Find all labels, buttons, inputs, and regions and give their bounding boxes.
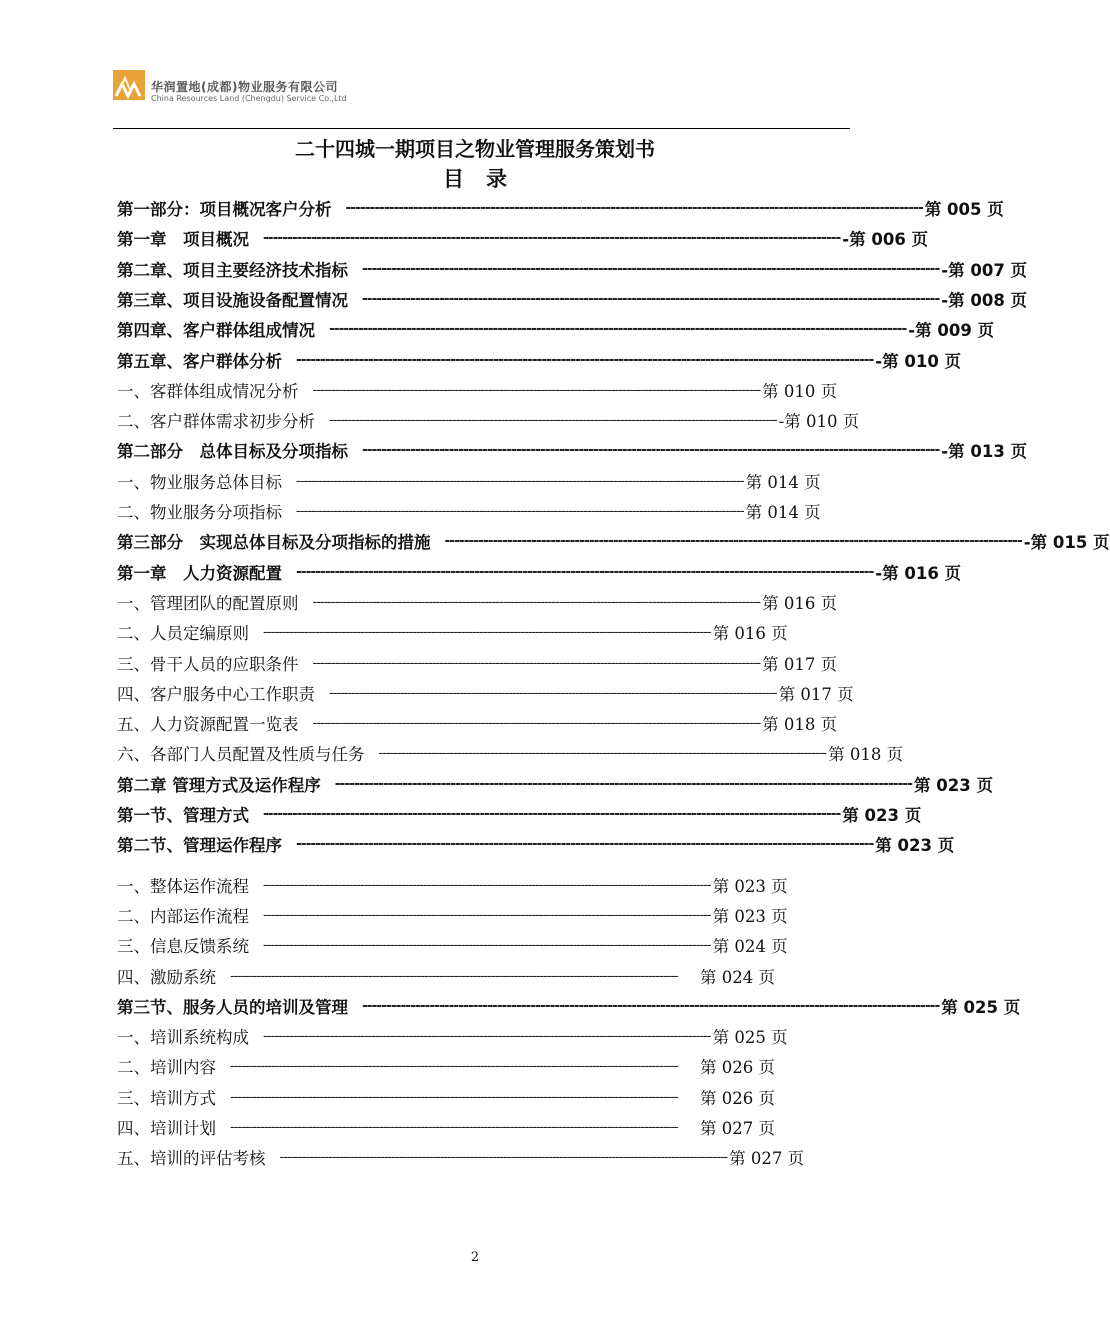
toc-entry-page: 第 016 页	[712, 624, 788, 644]
toc-dot-leader: ------------------------------------------------------------------------------------------------------------------------	[263, 876, 711, 893]
toc-dot-leader: ------------------------------------------------------------------------------------------------------------------------	[263, 230, 841, 247]
toc-entry[interactable]	[117, 314, 995, 344]
toc-entry[interactable]	[117, 829, 955, 859]
toc-entry-page: 第 023 页	[712, 906, 788, 926]
toc-entry-label: 一、客群体组成情况分析	[117, 381, 299, 401]
toc-entry-label: 三、信息反馈系统	[117, 937, 249, 957]
toc-entry-page: -第 013 页	[941, 442, 1028, 462]
toc-entry-page: 第 023 页	[712, 876, 788, 896]
toc-entry[interactable]	[117, 345, 962, 375]
toc-entry[interactable]	[117, 496, 821, 526]
header-divider	[113, 128, 850, 129]
toc-entry-page: 第 014 页	[745, 472, 821, 492]
toc-entry-page: -第 008 页	[941, 290, 1028, 310]
toc-entry-label: 第二节、管理运作程序	[117, 836, 282, 856]
toc-entry-label: 五、培训的评估考核	[117, 1149, 266, 1169]
page-header	[113, 66, 853, 128]
toc-entry[interactable]	[117, 405, 860, 435]
toc-entry-label: 三、培训方式	[117, 1088, 216, 1108]
toc-entry[interactable]	[117, 648, 838, 678]
toc-entry[interactable]	[117, 1021, 788, 1051]
toc-entry[interactable]	[117, 617, 788, 647]
toc-entry[interactable]	[117, 991, 1021, 1021]
toc-entry-label: 第二章、项目主要经济技术指标	[117, 260, 348, 280]
toc-dot-leader: ------------------------------------------------------------------------------------------------------------------------	[312, 381, 761, 398]
toc-entry-page: 第 017 页	[762, 654, 838, 674]
toc-entry-label: 一、物业服务总体目标	[117, 472, 282, 492]
toc-entry-label: 第一章 人力资源配置	[117, 563, 282, 583]
toc-entry-page: 第 024 页	[712, 937, 788, 957]
toc-entry-page: 第 023 页	[875, 836, 955, 856]
toc-entry-label: 第一章 项目概况	[117, 230, 249, 250]
company-name-cn: 华润置地(成都)物业服务有限公司	[151, 80, 338, 94]
toc-entry-label: 第三部分 实现总体目标及分项指标的措施	[117, 533, 431, 553]
toc-entry-label: 第三节、服务人员的培训及管理	[117, 997, 348, 1017]
toc-dot-leader: ------------------------------------------------------------------------------------------------------------------------	[230, 1058, 678, 1075]
toc-entry[interactable]	[117, 193, 1004, 223]
toc-dot-leader: ------------------------------------------------------------------------------------------------------------------------	[296, 472, 744, 489]
toc-entry-page: -第 010 页	[875, 351, 962, 371]
toc-entry[interactable]	[117, 466, 821, 496]
toc-entry[interactable]	[117, 1051, 775, 1081]
toc-entry-page: -第 007 页	[941, 260, 1028, 280]
toc-entry-page: 第 026 页	[700, 1058, 775, 1078]
toc-entry[interactable]	[117, 375, 838, 405]
toc-entry-label: 第二部分 总体目标及分项指标	[117, 442, 348, 462]
toc-entry-page: 第 017 页	[778, 684, 854, 704]
toc-entry-label: 二、客户群体需求初步分析	[117, 412, 315, 432]
toc-dot-leader: ------------------------------------------------------------------------------------------------------------------------	[230, 1088, 678, 1105]
toc-dot-leader: ------------------------------------------------------------------------------------------------------------------------	[230, 1119, 678, 1135]
toc-dot-leader: ------------------------------------------------------------------------------------------------------------------------	[296, 351, 874, 368]
toc-dot-leader: ------------------------------------------------------------------------------------------------------------------------	[312, 654, 761, 671]
toc-entry-label: 第一节、管理方式	[117, 806, 249, 825]
toc-entry[interactable]	[117, 769, 993, 799]
toc-entry-page: 第 027 页	[700, 1119, 775, 1138]
toc-dot-leader: ------------------------------------------------------------------------------------------------------------------------	[329, 412, 777, 429]
toc-dot-leader: ------------------------------------------------------------------------------------------------------------------------	[362, 997, 940, 1014]
toc-dot-leader: ------------------------------------------------------------------------------------------------------------------------	[263, 906, 711, 923]
toc-entry-label: 三、骨干人员的应职条件	[117, 654, 299, 674]
toc-entry-page: 第 023 页	[842, 806, 922, 825]
toc-entry-label: 四、激励系统	[117, 967, 216, 987]
toc-dot-leader: ------------------------------------------------------------------------------------------------------------------------	[263, 1028, 711, 1045]
toc-entry[interactable]	[117, 1112, 775, 1142]
toc-entry[interactable]	[117, 284, 1028, 314]
toc-dot-leader: ------------------------------------------------------------------------------------------------------------------------	[279, 1149, 728, 1166]
toc-dot-leader: ------------------------------------------------------------------------------------------------------------------------	[296, 836, 874, 853]
toc-dot-leader: ------------------------------------------------------------------------------------------------------------------------	[334, 775, 913, 792]
toc-entry[interactable]	[117, 930, 788, 960]
toc-entry[interactable]	[117, 708, 838, 738]
toc-dot-leader: ------------------------------------------------------------------------------------------------------------------------	[362, 290, 940, 307]
toc-entry-label: 二、内部运作流程	[117, 906, 249, 926]
toc-entry[interactable]	[117, 587, 838, 617]
toc-dot-leader: ------------------------------------------------------------------------------------------------------------------------	[296, 563, 874, 580]
toc-dot-leader: ------------------------------------------------------------------------------------------------------------------------	[263, 806, 841, 822]
toc-dot-leader: ------------------------------------------------------------------------------------------------------------------------	[296, 503, 744, 519]
toc-entry-page: 第 016 页	[762, 593, 838, 613]
toc-entry-label: 二、人员定编原则	[117, 624, 249, 644]
toc-entry[interactable]	[117, 678, 854, 708]
toc-entry[interactable]	[117, 870, 788, 900]
toc-dot-leader: ------------------------------------------------------------------------------------------------------------------------	[230, 967, 678, 984]
toc-entry-label: 二、物业服务分项指标	[117, 503, 282, 522]
toc-entry-label: 一、整体运作流程	[117, 876, 249, 896]
toc-entry-label: 四、培训计划	[117, 1119, 216, 1138]
toc-entry[interactable]	[117, 1082, 775, 1112]
toc-dot-leader: ------------------------------------------------------------------------------------------------------------------------	[329, 684, 777, 701]
toc-entry-page: -第 009 页	[908, 321, 995, 341]
toc-entry-page: -第 015 页	[1023, 533, 1110, 553]
toc-entry-label: 第四章、客户群体组成情况	[117, 321, 315, 341]
toc-entry[interactable]	[117, 961, 775, 991]
toc-entry-page: 第 010 页	[762, 381, 838, 401]
toc-entry-page: 第 027 页	[729, 1149, 805, 1169]
toc-entry-page: -第 016 页	[875, 563, 962, 583]
toc-dot-leader: ------------------------------------------------------------------------------------------------------------------------	[378, 745, 827, 762]
toc-entry[interactable]	[117, 1142, 805, 1172]
toc-entry-page: -第 006 页	[842, 230, 929, 250]
company-logo-icon	[113, 70, 145, 100]
toc-entry[interactable]	[117, 900, 788, 930]
toc-entry-page: -第 010 页	[778, 412, 860, 432]
toc-entry-page: 第 005 页	[924, 200, 1004, 219]
toc-entry[interactable]	[117, 799, 922, 829]
toc-entry-page: 第 023 页	[914, 775, 993, 795]
toc-entry[interactable]	[117, 526, 1110, 556]
toc-entry[interactable]	[117, 557, 962, 587]
toc-entry-page: 第 014 页	[745, 503, 821, 522]
toc-entry[interactable]	[117, 435, 1028, 465]
toc-entry-label: 五、人力资源配置一览表	[117, 715, 299, 735]
toc-entry-label: 第五章、客户群体分析	[117, 351, 282, 371]
toc-dot-leader: ------------------------------------------------------------------------------------------------------------------------	[329, 321, 907, 338]
page-number: 2	[470, 1250, 480, 1265]
company-name-en: China Resources Land (Chengdu) Service Co.,Ltd	[151, 94, 347, 103]
toc-entry-label: 第三章、项目设施设备配置情况	[117, 290, 348, 310]
toc-dot-leader: ------------------------------------------------------------------------------------------------------------------------	[362, 442, 940, 459]
toc-entry-label: 二、培训内容	[117, 1058, 216, 1078]
toc-dot-leader: ------------------------------------------------------------------------------------------------------------------------	[263, 937, 711, 954]
toc-entry-page: 第 025 页	[712, 1028, 788, 1048]
toc-entry-page: 第 026 页	[700, 1088, 775, 1108]
toc-entry-page: 第 024 页	[700, 967, 775, 987]
toc-entry-label: 第二章 管理方式及运作程序	[117, 775, 321, 795]
toc-dot-leader: ------------------------------------------------------------------------------------------------------------------------	[312, 593, 761, 610]
toc-dot-leader: ------------------------------------------------------------------------------------------------------------------------	[263, 624, 711, 641]
toc-entry-page: 第 025 页	[941, 997, 1021, 1017]
toc-entry-label: 一、培训系统构成	[117, 1028, 249, 1048]
toc-entry-label: 四、客户服务中心工作职责	[117, 684, 315, 704]
toc-entry-label: 六、各部门人员配置及性质与任务	[117, 745, 365, 765]
toc-entry-label: 第一部分：项目概况客户分析	[117, 200, 332, 219]
toc-entry[interactable]	[117, 223, 929, 253]
toc-dot-leader: ------------------------------------------------------------------------------------------------------------------------	[444, 533, 1022, 550]
toc-entry-label: 一、管理团队的配置原则	[117, 593, 299, 613]
toc-dot-leader: ------------------------------------------------------------------------------------------------------------------------	[362, 260, 940, 277]
toc-dot-leader: ------------------------------------------------------------------------------------------------------------------------	[312, 715, 761, 732]
toc-heading: 目 录	[443, 167, 507, 191]
toc-entry-page: 第 018 页	[828, 745, 904, 765]
toc-entry-page: 第 018 页	[762, 715, 838, 735]
document-title: 二十四城一期项目之物业管理服务策划书	[295, 137, 655, 161]
toc-dot-leader: ------------------------------------------------------------------------------------------------------------------------	[345, 200, 923, 216]
toc-entry[interactable]	[117, 254, 1028, 284]
toc-entry[interactable]	[117, 738, 904, 768]
